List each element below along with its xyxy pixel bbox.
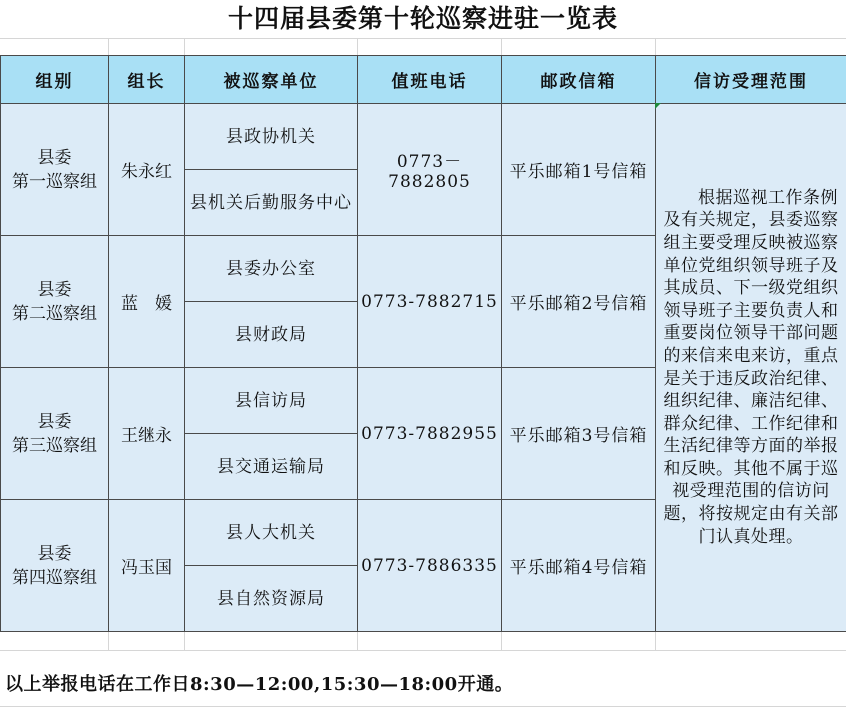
header-phone: 值班电话	[358, 56, 502, 104]
sheet-gridline	[501, 38, 502, 55]
leader-cell: 朱永红	[109, 104, 185, 236]
group-line2: 第四巡察组	[12, 567, 97, 588]
leader-cell: 冯玉国	[109, 500, 185, 632]
scope-text: 根据巡视工作条例及有关规定，县委巡察组主要受理反映被巡察单位党组织领导班子及其成员、下一级党组织领导班子主要负责人和重要岗位领导干部问题的来信来电来访，重点是关于违反政治纪律、组织纪律、廉洁纪律、群众纪律、工作纪律和生活纪律等方面的举报和反映。其他不属于巡视受理范围的信访问题，将按规定由有关部门认真处理。	[663, 187, 839, 547]
mailbox-cell: 平乐邮箱4号信箱	[502, 500, 656, 632]
sheet-gridline	[108, 38, 109, 55]
group-line2: 第一巡察组	[12, 171, 97, 192]
group-cell	[1, 500, 109, 632]
phone-cell: 0773-7886335	[358, 500, 502, 632]
scope-cell	[656, 104, 846, 632]
header-group: 组别	[1, 56, 109, 104]
sheet-gridline	[108, 632, 109, 650]
sheet-gridline	[357, 38, 358, 55]
sheet-gridline	[0, 650, 846, 651]
page-title: 十四届县委第十轮巡察进驻一览表	[227, 4, 618, 33]
header-row	[1, 56, 846, 104]
group-cell	[1, 236, 109, 368]
unit-cell: 县政协机关	[185, 104, 358, 170]
header-unit: 被巡察单位	[185, 56, 358, 104]
unit-cell: 县人大机关	[185, 500, 358, 566]
header-scope: 信访受理范围	[656, 56, 846, 104]
phone-cell: 0773-7882955	[358, 368, 502, 500]
unit-cell: 县机关后勤服务中心	[185, 170, 358, 236]
sheet-gridline	[0, 38, 846, 39]
leader-cell: 蓝 媛	[109, 236, 185, 368]
group-line2: 第二巡察组	[12, 303, 97, 324]
group-line2: 第三巡察组	[12, 435, 97, 456]
phone-cell: 0773-7882715	[358, 236, 502, 368]
sheet-gridline	[0, 706, 846, 707]
sheet-gridline	[655, 38, 656, 55]
sheet-gridline	[655, 632, 656, 650]
unit-cell: 县委办公室	[185, 236, 358, 302]
group-cell	[1, 368, 109, 500]
sheet-gridline	[184, 632, 185, 650]
header-mailbox: 邮政信箱	[502, 56, 656, 104]
group-line1: 县委	[37, 543, 72, 564]
unit-cell: 县财政局	[185, 302, 358, 368]
header-leader: 组长	[109, 56, 185, 104]
mailbox-cell: 平乐邮箱3号信箱	[502, 368, 656, 500]
inspection-table	[0, 55, 846, 632]
sheet-gridline	[501, 632, 502, 650]
group-line1: 县委	[37, 279, 72, 300]
sheet-gridline	[357, 632, 358, 650]
mailbox-cell: 平乐邮箱1号信箱	[502, 104, 656, 236]
group-line1: 县委	[37, 147, 72, 168]
cell-corner-mark	[655, 103, 661, 109]
table-row	[1, 104, 846, 170]
sheet-gridline	[184, 38, 185, 55]
unit-cell: 县自然资源局	[185, 566, 358, 632]
unit-cell: 县信访局	[185, 368, 358, 434]
group-cell	[1, 104, 109, 236]
phone-cell: 0773－7882805	[358, 104, 502, 236]
group-line1: 县委	[37, 411, 72, 432]
footer-note: 以上举报电话在工作日8:30—12:00,15:30—18:00开通。	[5, 674, 514, 695]
unit-cell: 县交通运输局	[185, 434, 358, 500]
mailbox-cell: 平乐邮箱2号信箱	[502, 236, 656, 368]
leader-cell: 王继永	[109, 368, 185, 500]
